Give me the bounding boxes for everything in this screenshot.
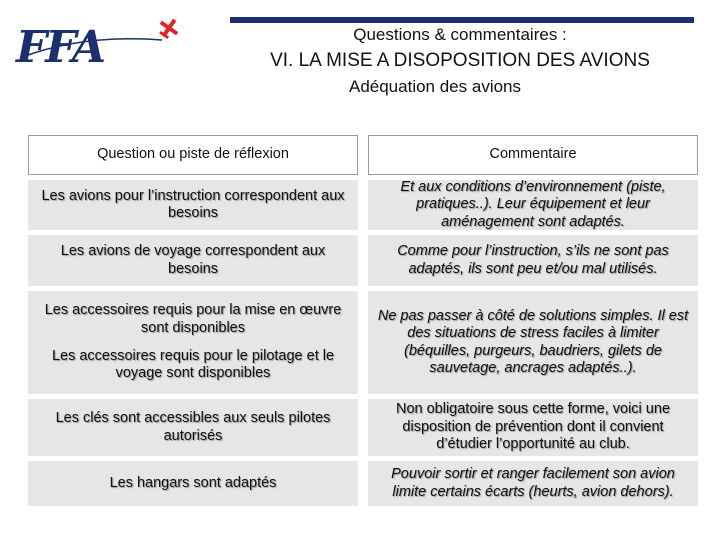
section-title: VI. LA MISE A DISOPOSITION DES AVIONS bbox=[270, 50, 650, 71]
reflection-table bbox=[28, 135, 698, 499]
row5-question: Les hangars sont adaptés bbox=[28, 461, 358, 506]
row2-question: Les avions de voyage correspondent aux besoins bbox=[28, 235, 358, 286]
logo-wordmark: FFA bbox=[16, 22, 105, 70]
header-rule bbox=[230, 17, 694, 23]
row3-question-a: Les accessoires requis pour la mise en œuvre sont disponibles bbox=[44, 302, 342, 336]
row4-question: Les clés sont accessibles aux seuls pilotes autorisés bbox=[28, 399, 358, 456]
row3-comment: Ne pas passer à côté de solutions simples. Il est des situations de stress faciles à limiter (béquilles, purgeurs, baudriers, gilets de sauvetage, ancrages adaptés..). bbox=[368, 291, 698, 394]
row1-question: Les avions pour l’instruction correspondent aux besoins bbox=[28, 180, 358, 230]
row4-comment: Non obligatoire sous cette forme, voici une disposition de prévention dont il convient d’étudier l’opportunité au club. bbox=[368, 399, 698, 456]
row1-comment: Et aux conditions d’environnement (piste, pratiques..). Leur équipement et leur aménagement sont adaptés. bbox=[368, 180, 698, 230]
header-question: Question ou piste de réflexion bbox=[28, 135, 358, 175]
header-comment: Commentaire bbox=[368, 135, 698, 175]
section-subtitle: Adéquation des avions bbox=[348, 77, 522, 96]
row5-comment: Pouvoir sortir et ranger facilement son avion limite certains écarts (heurts, avion dehors). bbox=[368, 461, 698, 506]
row3-question bbox=[28, 291, 358, 394]
ffa-logo bbox=[12, 14, 182, 70]
row3-question-b: Les accessoires requis pour le pilotage et le voyage sont disponibles bbox=[51, 347, 335, 382]
page-title: Questions & commentaires : bbox=[353, 25, 567, 44]
row2-comment: Comme pour l’instruction, s’ils ne sont pas adaptés, ils sont peu et/ou mal utilisés. bbox=[368, 235, 698, 286]
airplane-icon bbox=[155, 14, 182, 42]
